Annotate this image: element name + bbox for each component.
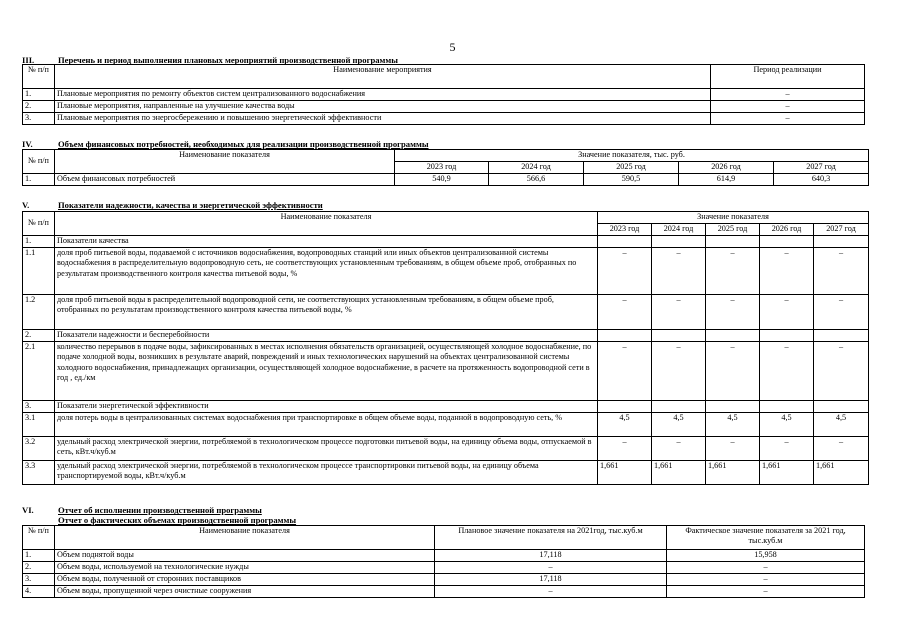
row-number: 2. [23, 330, 55, 342]
indicator-name: Объем поднятой воды [55, 550, 435, 562]
table-row [23, 101, 865, 113]
row-number: 1.1 [23, 248, 55, 295]
value-cell: – [814, 295, 869, 330]
section-4-number: IV. [22, 139, 33, 149]
activity-name: Плановые мероприятия, направленные на улучшение качества воды [55, 101, 711, 113]
indicator-name: доля проб питьевой воды, подаваемой с источников водоснабжения, водопроводных станций или иных объектов централизованной системы водоснабжения в распределительную водопроводную сеть, не соответствующих установленным требованиям, в общем объеме проб, отобранных по результатам производственного контроля качества питьевой воды, % [55, 248, 598, 295]
indicator-name: Объем воды, полученной от сторонних поставщиков [55, 574, 435, 586]
value-cell: 1,661 [652, 461, 706, 485]
value-cell: – [706, 295, 760, 330]
col-header-activity-name: Наименование мероприятия [55, 65, 711, 89]
section-3-number: III. [22, 55, 35, 65]
actual-volumes-table [22, 525, 865, 598]
value-cell: 614,9 [679, 174, 774, 186]
table-row [23, 574, 865, 586]
value-cell: – [652, 295, 706, 330]
col-header-number: № п/п [23, 150, 55, 174]
section-5-title: Показатели надежности, качества и энергетической эффективности [58, 200, 323, 210]
value-cell: 590,5 [584, 174, 679, 186]
table-row [23, 113, 865, 125]
table-row [23, 89, 865, 101]
value-cell: 566,6 [489, 174, 584, 186]
section-3-title: Перечень и период выполнения плановых мероприятий производственной программы [58, 55, 398, 65]
year-header: 2026 год [679, 162, 774, 174]
row-number: 3. [23, 401, 55, 413]
table-row [23, 295, 869, 330]
finance-table [22, 149, 869, 186]
table-row [23, 562, 865, 574]
col-header-indicator-name: Наименование показателя [55, 212, 598, 236]
planned-value: 17,118 [435, 550, 667, 562]
group-row [23, 330, 869, 342]
activity-period: – [711, 101, 865, 113]
value-cell: – [598, 342, 652, 401]
value-cell: – [760, 295, 814, 330]
row-number: 1.2 [23, 295, 55, 330]
group-title: Показатели качества [55, 236, 598, 248]
row-number: 2. [23, 101, 55, 113]
table-row [23, 248, 869, 295]
value-cell: – [652, 342, 706, 401]
table-row [23, 174, 869, 186]
value-cell: 1,661 [598, 461, 652, 485]
value-cell: 4,5 [706, 413, 760, 437]
activity-period: – [711, 113, 865, 125]
col-header-planned-value: Плановое значение показателя на 2021год, тыс.куб.м [435, 526, 667, 550]
indicator-name: доля потерь воды в централизованных системах водоснабжения при транспортировке в общем объеме воды, поданной в водопроводную сеть, % [55, 413, 598, 437]
value-cell: 540,9 [395, 174, 489, 186]
col-header-number: № п/п [23, 212, 55, 236]
section-6-number: VI. [22, 505, 34, 515]
year-header: 2027 год [814, 224, 869, 236]
table-row [23, 461, 869, 485]
section-6-title: Отчет об исполнении производственной программы [58, 505, 262, 515]
value-cell: 4,5 [760, 413, 814, 437]
indicator-name: количество перерывов в подаче воды, зафиксированных в местах исполнения обязательств организацией, осуществляющей холодное водоснабжение, по подаче холодной воды, возникших в результате аварий, повреждений и иных технологических нарушений на объектах централизованной системы холодного водоснабжения, принадлежащих организации, осуществляющей холодное водоснабжение, в расчете на протяженность водопроводной сети в год , ед./км [55, 342, 598, 401]
value-cell: 4,5 [598, 413, 652, 437]
row-number: 3.2 [23, 437, 55, 461]
year-header: 2024 год [489, 162, 584, 174]
section-6-subtitle-text: Отчет о фактических объемах производственной программы [58, 515, 297, 525]
activity-period: – [711, 89, 865, 101]
value-cell: – [814, 437, 869, 461]
col-header-indicator-name: Наименование показателя [55, 526, 435, 550]
group-row [23, 236, 869, 248]
row-number: 1. [23, 236, 55, 248]
col-header-period: Период реализации [711, 65, 865, 89]
table-row [23, 413, 869, 437]
row-number: 3. [23, 113, 55, 125]
year-header: 2025 год [584, 162, 679, 174]
table-row [23, 342, 869, 401]
year-header: 2026 год [760, 224, 814, 236]
group-title: Показатели надежности и бесперебойности [55, 330, 598, 342]
row-number: 2. [23, 562, 55, 574]
row-number: 1. [23, 550, 55, 562]
value-cell: – [598, 437, 652, 461]
value-cell: – [598, 248, 652, 295]
planned-value: – [435, 586, 667, 598]
activity-name: Плановые мероприятия по энергосбережению и повышению энергетической эффективности [55, 113, 711, 125]
row-number: 3. [23, 574, 55, 586]
table-row [23, 550, 865, 562]
planned-value: – [435, 562, 667, 574]
indicator-name: Объем финансовых потребностей [55, 174, 395, 186]
section-5-number: V. [22, 200, 30, 210]
row-number: 1. [23, 89, 55, 101]
col-header-number: № п/п [23, 526, 55, 550]
value-cell: – [652, 437, 706, 461]
row-number: 3.3 [23, 461, 55, 485]
col-header-actual-value: Фактическое значение показателя за 2021 год, тыс.куб.м [667, 526, 865, 550]
row-number: 2.1 [23, 342, 55, 401]
year-header: 2023 год [598, 224, 652, 236]
year-header: 2023 год [395, 162, 489, 174]
value-cell: – [652, 248, 706, 295]
actual-value: 15,958 [667, 550, 865, 562]
actual-value: – [667, 586, 865, 598]
col-header-indicator-name: Наименование показателя [55, 150, 395, 174]
col-header-value-thousand-rub: Значение показателя, тыс. руб. [395, 150, 869, 162]
year-header: 2025 год [706, 224, 760, 236]
activities-table [22, 64, 865, 125]
value-cell: 4,5 [814, 413, 869, 437]
value-cell: – [706, 437, 760, 461]
page-number: 5 [449, 40, 456, 54]
value-cell: – [760, 342, 814, 401]
value-cell: – [760, 248, 814, 295]
row-number: 1. [23, 174, 55, 186]
section-4-title: Объем финансовых потребностей, необходимых для реализации производственной программы [58, 139, 429, 149]
value-cell: – [706, 342, 760, 401]
table-row [23, 586, 865, 598]
actual-value: – [667, 574, 865, 586]
value-cell: 1,661 [706, 461, 760, 485]
group-row [23, 401, 869, 413]
year-header: 2027 год [774, 162, 869, 174]
planned-value: 17,118 [435, 574, 667, 586]
indicator-name: удельный расход электрической энергии, потребляемой в технологическом процессе подготовки питьевой воды, на единицу объема воды, отпускаемой в сеть, кВт.ч/куб.м [55, 437, 598, 461]
indicators-table [22, 211, 869, 485]
row-number: 3.1 [23, 413, 55, 437]
section-5-heading [22, 200, 323, 211]
col-header-value: Значение показателя [598, 212, 869, 224]
group-title: Показатели энергетической эффективности [55, 401, 598, 413]
value-cell: – [706, 248, 760, 295]
indicator-name: удельный расход электрической энергии, потребляемой в технологическом процессе транспортировки питьевой воды, на единицу объема транспортируемой воды, кВт.ч/куб.м [55, 461, 598, 485]
value-cell: 640,3 [774, 174, 869, 186]
year-header: 2024 год [652, 224, 706, 236]
value-cell: – [760, 437, 814, 461]
activity-name: Плановые мероприятия по ремонту объектов систем централизованного водоснабжения [55, 89, 711, 101]
value-cell: 1,661 [814, 461, 869, 485]
value-cell: – [814, 342, 869, 401]
indicator-name: Объем воды, используемой на технологические нужды [55, 562, 435, 574]
indicator-name: доля проб питьевой воды в распределительной водопроводной сети, не соответствующих установленным требованиям, в общем объеме проб, отобранных по результатам производственного контроля качества питьевой воды, % [55, 295, 598, 330]
indicator-name: Объем воды, пропущенной через очистные сооружения [55, 586, 435, 598]
row-number: 4. [23, 586, 55, 598]
actual-value: – [667, 562, 865, 574]
value-cell: 4,5 [652, 413, 706, 437]
value-cell: 1,661 [760, 461, 814, 485]
value-cell: – [598, 295, 652, 330]
col-header-number: № п/п [23, 65, 55, 89]
table-row [23, 437, 869, 461]
value-cell: – [814, 248, 869, 295]
